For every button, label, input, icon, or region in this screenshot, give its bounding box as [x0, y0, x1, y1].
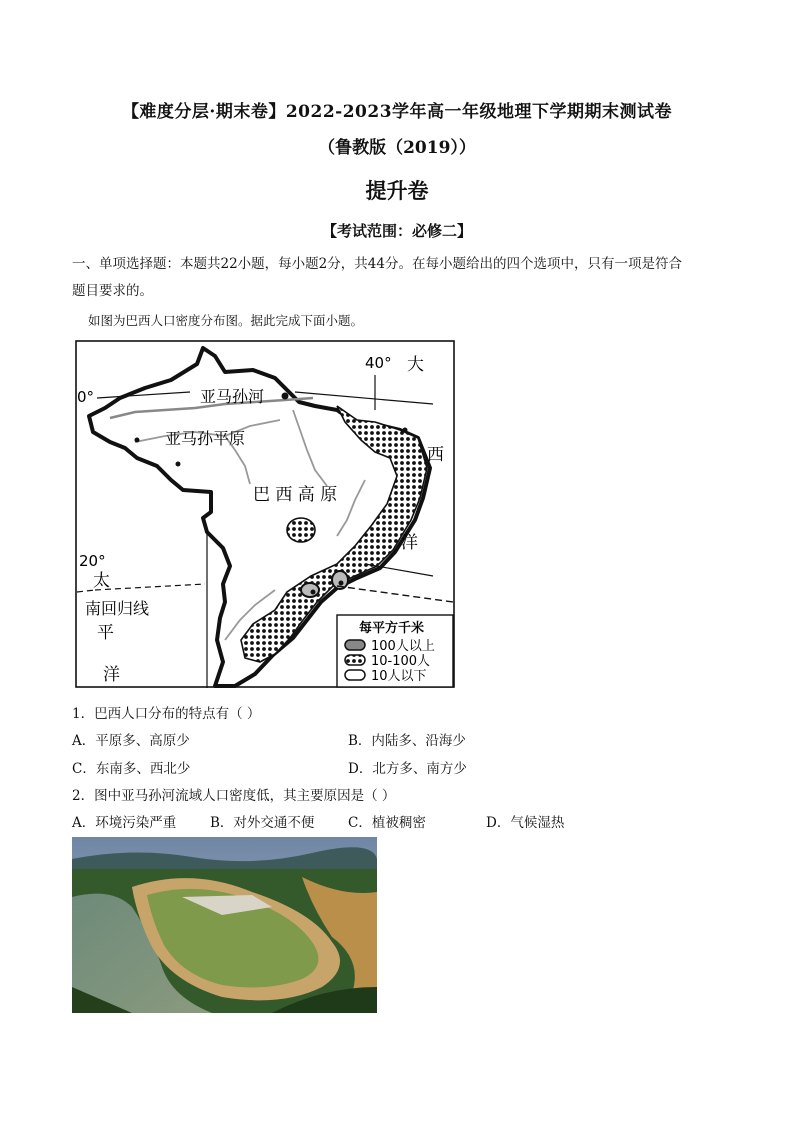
paper-title-line2: （鲁教版（2019））: [318, 138, 476, 158]
section-intro: [72, 251, 732, 305]
section-intro-line1: 一、单项选择题：本题共22小题，每小题2分，共44分。在每小题给出的四个选项中，只有一项是符合: [72, 256, 682, 272]
question-2-option-d[interactable]: D．气候湿热: [486, 815, 565, 831]
legend-title: 每平方千米: [359, 621, 425, 636]
pacific-char-3: 洋: [103, 665, 120, 685]
question-1-option-a[interactable]: A．平原多、高原少: [72, 733, 190, 749]
lon-40-label: 40°: [365, 354, 392, 372]
high-density-spot: [301, 583, 319, 597]
river-village-photo: [72, 837, 377, 1013]
lat-20-label: 20°: [79, 552, 106, 570]
atlantic-char-2: 西: [427, 445, 444, 465]
question-1-stem: 1．巴西人口分布的特点有（ ）: [72, 706, 261, 722]
amazon-river-label: 亚马孙河: [200, 387, 265, 406]
map-note: 如图为巴西人口密度分布图。据此完成下面小题。: [88, 313, 364, 328]
pacific-char-2: 平: [97, 623, 114, 643]
pacific-char-1: 太: [93, 571, 110, 591]
tropic-label: 南回归线: [85, 599, 150, 618]
section-intro-line2: 题目要求的。: [72, 283, 153, 299]
amazon-plain-label: 亚马孙平原: [165, 429, 246, 448]
question-1-option-b[interactable]: B．内陆多、沿海少: [348, 733, 466, 749]
lat-0-label: 0°: [77, 388, 95, 406]
question-1-option-d[interactable]: D．北方多、南方少: [348, 761, 467, 777]
legend-item-2: 10-100人: [371, 654, 431, 669]
brazil-population-map: [75, 340, 455, 688]
question-1-option-c[interactable]: C．东南多、西北少: [72, 761, 191, 777]
atlantic-char-1: 大: [407, 355, 424, 375]
question-2-option-c[interactable]: C．植被稠密: [348, 815, 426, 831]
legend-item-3: 10人以下: [371, 669, 427, 684]
question-2-option-a[interactable]: A．环境污染严重: [72, 815, 177, 831]
atlantic-char-3: 洋: [401, 533, 418, 553]
paper-title-line1: 【难度分层·期末卷】2022-2023学年高一年级地理下学期期末测试卷: [121, 102, 673, 122]
map-legend: [337, 615, 453, 687]
paper-level-title: 提升卷: [365, 178, 429, 203]
question-2-stem: 2．图中亚马孙河流域人口密度低，其主要原因是（ ）: [72, 788, 396, 804]
brazil-plateau-label: 巴 西 高 原: [253, 485, 338, 505]
exam-scope: 【考试范围：必修二】: [321, 222, 472, 240]
question-2-option-b[interactable]: B．对外交通不便: [210, 815, 315, 831]
legend-item-1: 100人以上: [371, 639, 435, 654]
